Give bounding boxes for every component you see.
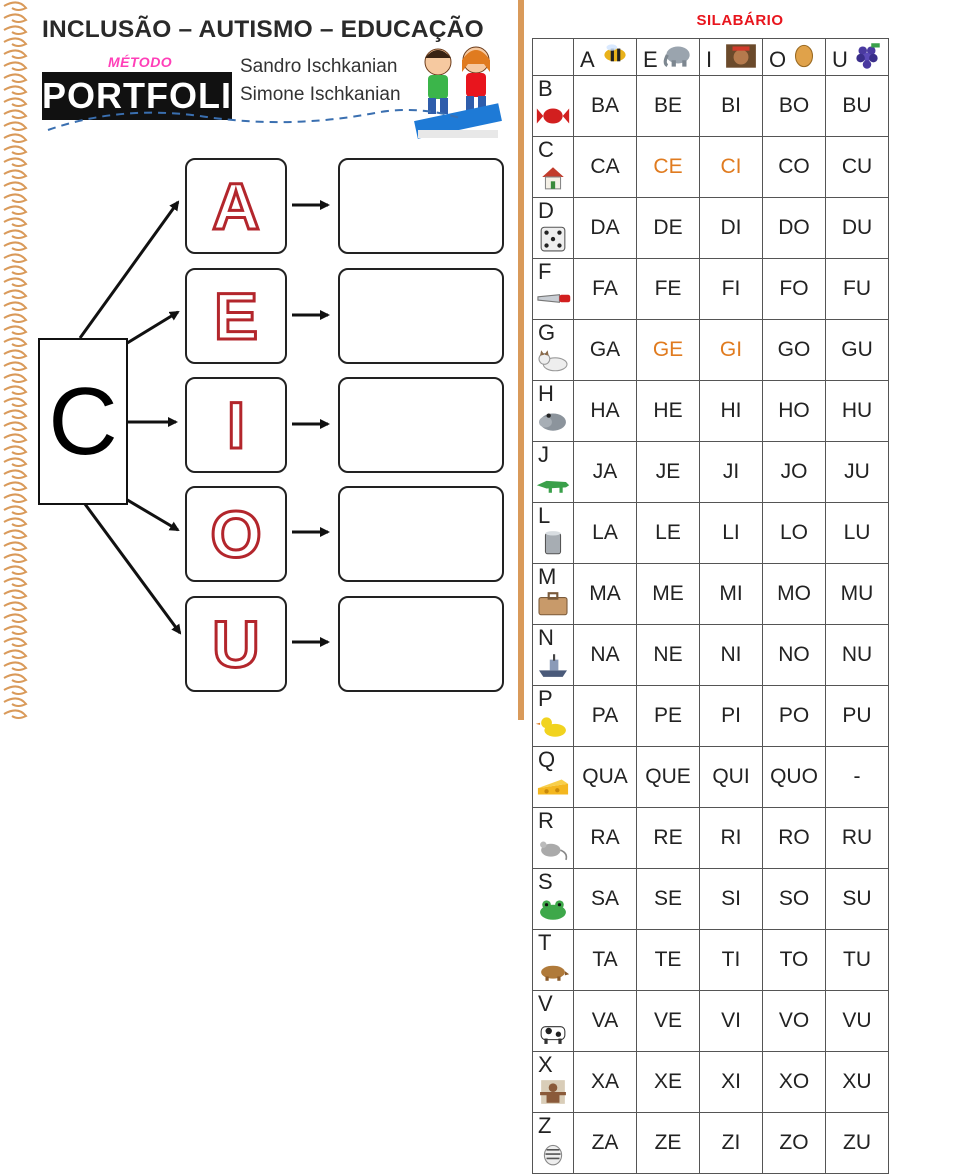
indigenous-person-icon <box>724 42 758 76</box>
syllable-cell: NA <box>574 625 637 686</box>
syllable-cell: VO <box>763 991 826 1052</box>
syllable-cell: BA <box>574 76 637 137</box>
row-letter-cell <box>533 137 574 198</box>
row-letter-cell <box>533 198 574 259</box>
row-letter: S <box>538 869 553 894</box>
consonant-box <box>38 338 128 505</box>
suitcase-icon <box>533 590 573 624</box>
syllable-cell: LI <box>700 503 763 564</box>
syllable-cell: SU <box>826 869 889 930</box>
row-letter-cell <box>533 1113 574 1174</box>
syllable-cell: NE <box>637 625 700 686</box>
syllable-cell: FO <box>763 259 826 320</box>
logo-metodo-text: MÉTODO <box>108 54 173 70</box>
syllable-cell: XU <box>826 1052 889 1113</box>
syllable-cell: XA <box>574 1052 637 1113</box>
syllabary-title: SILABÁRIO <box>696 12 784 29</box>
vowel-letter: O <box>210 497 262 571</box>
syllable-cell: XE <box>637 1052 700 1113</box>
syllable-cell: GI <box>700 320 763 381</box>
syllabary-header-row <box>533 39 889 76</box>
syllable-cell: GE <box>637 320 700 381</box>
syllable-cell: DU <box>826 198 889 259</box>
answer-box-i[interactable] <box>338 377 504 473</box>
row-letter: H <box>538 381 554 406</box>
row-letter-cell <box>533 320 574 381</box>
syllabary-row <box>533 76 889 137</box>
arrow-to-e <box>124 312 178 345</box>
row-letter: P <box>538 686 553 711</box>
row-letter-cell <box>533 930 574 991</box>
vowel-header-cell <box>763 39 826 76</box>
row-letter-cell <box>533 503 574 564</box>
syllable-cell: FU <box>826 259 889 320</box>
syllable-cell: VI <box>700 991 763 1052</box>
syllable-cell: RI <box>700 808 763 869</box>
syllable-cell: TA <box>574 930 637 991</box>
syllabary-row <box>533 442 889 503</box>
row-letter-cell <box>533 564 574 625</box>
syllable-cell: JO <box>763 442 826 503</box>
syllable-cell: PE <box>637 686 700 747</box>
syllable-cell: DE <box>637 198 700 259</box>
vowel-letter: I <box>226 388 246 462</box>
row-letter: Q <box>538 747 556 772</box>
syllable-cell: BO <box>763 76 826 137</box>
vowel-header-cell <box>574 39 637 76</box>
syllable-cell: DA <box>574 198 637 259</box>
row-letter-cell <box>533 1052 574 1113</box>
vowel-letter: U <box>212 607 260 681</box>
syllable-cell: FE <box>637 259 700 320</box>
vowel-box-e <box>185 268 287 364</box>
syllabary-row <box>533 991 889 1052</box>
row-letter: T <box>538 930 552 955</box>
arrow-to-o <box>124 498 178 530</box>
syllabary-row <box>533 564 889 625</box>
syllabary-row <box>533 686 889 747</box>
syllable-cell: - <box>826 747 889 808</box>
syllable-cell: PI <box>700 686 763 747</box>
syllable-cell: SA <box>574 869 637 930</box>
frog-icon <box>533 895 573 929</box>
row-letter: R <box>538 808 554 833</box>
syllable-cell: GU <box>826 320 889 381</box>
row-letter-cell <box>533 747 574 808</box>
syllable-cell: JE <box>637 442 700 503</box>
syllable-cell: BI <box>700 76 763 137</box>
syllable-cell: VE <box>637 991 700 1052</box>
syllable-cell: JI <box>700 442 763 503</box>
syllable-cell: SO <box>763 869 826 930</box>
syllable-cell: ZO <box>763 1113 826 1174</box>
arrow-to-u <box>82 500 180 633</box>
syllable-cell: RU <box>826 808 889 869</box>
syllable-cell: RO <box>763 808 826 869</box>
bee-icon <box>598 42 632 76</box>
vowel-box-i <box>185 377 287 473</box>
syllable-cell: JA <box>574 442 637 503</box>
syllable-cell: DO <box>763 198 826 259</box>
row-letter: J <box>538 442 549 467</box>
syllabary-row <box>533 625 889 686</box>
syllable-cell: LU <box>826 503 889 564</box>
answer-box-a[interactable] <box>338 158 504 254</box>
syllable-cell: GO <box>763 320 826 381</box>
syllable-cell: PO <box>763 686 826 747</box>
author-name: Simone Ischkanian <box>240 84 401 105</box>
syllable-cell: RA <box>574 808 637 869</box>
syllabary-row <box>533 503 889 564</box>
syllabary-table <box>532 38 889 1174</box>
syllable-cell: FI <box>700 259 763 320</box>
vowel-header-letter: E <box>643 47 658 72</box>
syllable-cell: BU <box>826 76 889 137</box>
row-letter-cell <box>533 869 574 930</box>
syllabary-row <box>533 1113 889 1174</box>
syllable-cell: LO <box>763 503 826 564</box>
vowel-letter: A <box>212 169 260 243</box>
syllable-cell: ZA <box>574 1113 637 1174</box>
syllable-cell: QUI <box>700 747 763 808</box>
row-letter-cell <box>533 442 574 503</box>
vowel-header-letter: U <box>832 47 848 72</box>
syllable-cell: CE <box>637 137 700 198</box>
row-letter-cell <box>533 76 574 137</box>
vowel-header-letter: O <box>769 47 787 72</box>
syllable-cell: HI <box>700 381 763 442</box>
header-corner-cell <box>533 39 574 76</box>
arrow-to-a <box>80 202 178 338</box>
zebra-icon <box>533 1139 573 1173</box>
syllable-cell: BE <box>637 76 700 137</box>
row-letter-cell <box>533 991 574 1052</box>
author-name: Sandro Ischkanian <box>240 56 398 77</box>
row-letter: G <box>538 320 556 345</box>
row-letter: D <box>538 198 554 223</box>
row-letter-cell <box>533 808 574 869</box>
syllable-cell: XI <box>700 1052 763 1113</box>
can-icon <box>533 529 573 563</box>
row-letter: X <box>538 1052 553 1077</box>
syllable-cell: TO <box>763 930 826 991</box>
cheese-icon <box>533 773 573 807</box>
syllable-cell: MA <box>574 564 637 625</box>
cat-icon <box>533 346 573 380</box>
logo-portfolio-text: PORTFOLIO <box>42 72 232 120</box>
syllabary-row <box>533 259 889 320</box>
syllable-cell: QUO <box>763 747 826 808</box>
syllabary-row <box>533 930 889 991</box>
mouse-icon <box>533 834 573 868</box>
syllable-cell: SI <box>700 869 763 930</box>
syllable-cell: TE <box>637 930 700 991</box>
syllable-cell: HE <box>637 381 700 442</box>
dice-icon <box>533 224 573 258</box>
grapes-icon <box>850 42 884 76</box>
syllable-cell: RE <box>637 808 700 869</box>
vowel-box-a <box>185 158 287 254</box>
syllable-cell: MU <box>826 564 889 625</box>
page-title: INCLUSÃO – AUTISMO – EDUCAÇÃO <box>42 16 484 43</box>
row-letter: F <box>538 259 552 284</box>
syllable-cell: MI <box>700 564 763 625</box>
house-icon <box>533 163 573 197</box>
syllabary-row <box>533 381 889 442</box>
syllabary-row <box>533 808 889 869</box>
row-letter: C <box>538 137 554 162</box>
answer-box-o[interactable] <box>338 486 504 582</box>
syllable-cell: QUA <box>574 747 637 808</box>
vowel-header-cell <box>826 39 889 76</box>
syllable-cell: ZI <box>700 1113 763 1174</box>
row-letter: N <box>538 625 554 650</box>
syllable-cell: PA <box>574 686 637 747</box>
vowel-letter: E <box>213 279 259 353</box>
candy-icon <box>533 102 573 136</box>
vowel-header-cell <box>637 39 700 76</box>
armadillo-icon <box>533 956 573 990</box>
syllable-cell: ME <box>637 564 700 625</box>
row-letter-cell <box>533 259 574 320</box>
syllable-cell: PU <box>826 686 889 747</box>
row-letter-cell <box>533 625 574 686</box>
syllable-cell: CA <box>574 137 637 198</box>
row-letter: B <box>538 76 553 101</box>
row-letter-cell <box>533 686 574 747</box>
syllabary-row <box>533 198 889 259</box>
row-letter: Z <box>538 1113 552 1138</box>
row-letter: M <box>538 564 557 589</box>
consonant-letter: C <box>48 367 118 475</box>
syllable-cell: CI <box>700 137 763 198</box>
syllabary-row <box>533 320 889 381</box>
syllable-cell: XO <box>763 1052 826 1113</box>
syllable-cell: FA <box>574 259 637 320</box>
ship-icon <box>533 651 573 685</box>
duck-icon <box>533 712 573 746</box>
syllable-cell: ZU <box>826 1113 889 1174</box>
syllable-cell: VU <box>826 991 889 1052</box>
vowel-header-letter: A <box>580 47 595 72</box>
syllabary-row <box>533 137 889 198</box>
answer-box-e[interactable] <box>338 268 504 364</box>
syllable-cell: JU <box>826 442 889 503</box>
syllable-cell: NO <box>763 625 826 686</box>
syllable-cell: HA <box>574 381 637 442</box>
egg-icon <box>787 42 821 76</box>
syllable-cell: CU <box>826 137 889 198</box>
syllable-cell: TU <box>826 930 889 991</box>
knife-icon <box>533 285 573 319</box>
vowel-box-o <box>185 486 287 582</box>
syllable-cell: NI <box>700 625 763 686</box>
hippo-icon <box>533 407 573 441</box>
syllable-cell: QUE <box>637 747 700 808</box>
vowel-header-letter: I <box>706 47 713 72</box>
xerife-icon <box>533 1078 573 1112</box>
syllable-cell: DI <box>700 198 763 259</box>
syllable-cell: NU <box>826 625 889 686</box>
vowel-box-u <box>185 596 287 692</box>
alligator-icon <box>533 468 573 502</box>
syllabary-row <box>533 869 889 930</box>
syllable-cell: LA <box>574 503 637 564</box>
row-letter-cell <box>533 381 574 442</box>
row-letter: V <box>538 991 553 1016</box>
syllabary-row <box>533 1052 889 1113</box>
answer-box-u[interactable] <box>338 596 504 692</box>
row-letter: L <box>538 503 551 528</box>
syllable-cell: CO <box>763 137 826 198</box>
syllable-cell: TI <box>700 930 763 991</box>
syllable-cell: LE <box>637 503 700 564</box>
worksheet-panel <box>0 0 525 720</box>
syllable-cell: HO <box>763 381 826 442</box>
cow-icon <box>533 1017 573 1051</box>
elephant-icon <box>661 42 695 76</box>
syllable-cell: ZE <box>637 1113 700 1174</box>
syllabary-row <box>533 747 889 808</box>
syllable-cell: GA <box>574 320 637 381</box>
syllable-cell: VA <box>574 991 637 1052</box>
vowel-header-cell <box>700 39 763 76</box>
syllable-cell: HU <box>826 381 889 442</box>
syllable-cell: MO <box>763 564 826 625</box>
syllable-cell: SE <box>637 869 700 930</box>
